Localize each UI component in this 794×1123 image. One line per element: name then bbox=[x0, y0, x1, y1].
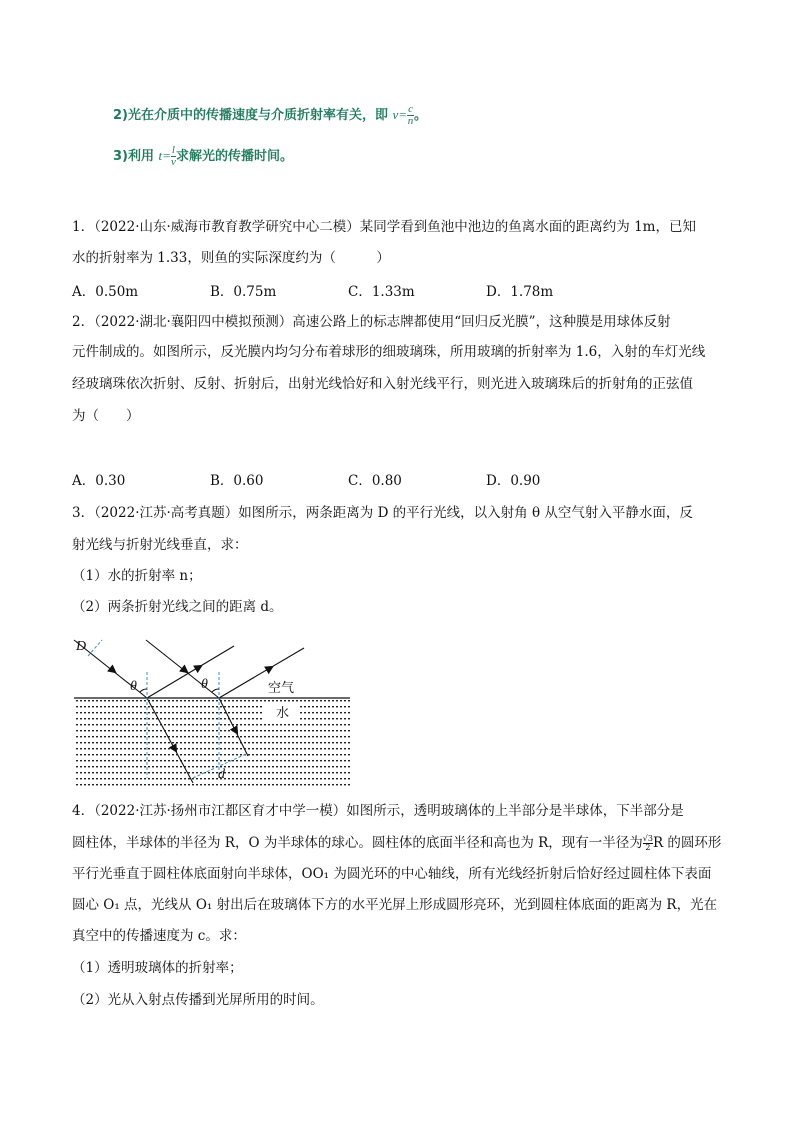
label-water: 水 bbox=[276, 706, 290, 721]
q3-line-2: 射光线与折射光线垂直，求： bbox=[72, 537, 248, 553]
water-region bbox=[74, 700, 350, 786]
angle-arc-2 bbox=[212, 689, 219, 692]
q3-sub-2: （2）两条折射光线之间的距离 d。 bbox=[72, 599, 283, 615]
tip-2-text: 2)光在介质中的传播速度与介质折射率有关，即 bbox=[113, 108, 388, 123]
q4-fraction-numerator: √3 bbox=[642, 834, 653, 843]
q2-line-3: 经玻璃珠依次折射、反射、折射后，出射光线恰好和入射光线平行，则光进入玻璃珠后的折射角的正弦值 bbox=[72, 376, 693, 392]
q2-option-b[interactable]: B．0.60 bbox=[210, 473, 264, 489]
q1-option-c[interactable]: C．1.33m bbox=[348, 284, 415, 300]
tip-2-formula: v= bbox=[392, 107, 408, 122]
tip-3-text: 求解光的传播时间。 bbox=[175, 149, 293, 164]
q3-sub-1: （1）水的折射率 n； bbox=[72, 568, 202, 584]
tip-2-fraction bbox=[407, 104, 414, 127]
tip-3-numerator: l bbox=[171, 144, 175, 156]
reflected-ray-1 bbox=[147, 646, 234, 698]
incident-arrow-1 bbox=[110, 668, 115, 672]
q4-line-4: 圆心 O₁ 点，光线从 O₁ 射出后在玻璃体下方的水平光屏上形成圆形亮环，光到圆柱体底面的距离为 R，光在 bbox=[72, 897, 718, 913]
tip-3-prefix: 3)利用 bbox=[113, 149, 154, 164]
label-d: d bbox=[218, 767, 225, 782]
q4-sub-1: （1）透明玻璃体的折射率； bbox=[72, 960, 243, 976]
q4-line-2-end: R 的圆环形 bbox=[652, 835, 722, 851]
reflected-arrow-1 bbox=[196, 666, 201, 669]
q2-option-d[interactable]: D．0.90 bbox=[486, 473, 541, 489]
label-theta-2: θ bbox=[201, 677, 208, 692]
q2-line-1: 2．（2022·湖北·襄阳四中模拟预测）高速公路上的标志牌都使用“回归反光膜”，这种膜是用球体反射 bbox=[72, 314, 671, 330]
q3-line-1: 3．（2022·江苏·高考真题）如图所示，两条距离为 D 的平行光线，以入射角 θ 从空气射入平静水面，反 bbox=[72, 505, 693, 521]
q2-options bbox=[72, 471, 624, 491]
label-air: 空气 bbox=[268, 681, 295, 696]
angle-arc-1 bbox=[140, 689, 147, 692]
q1-options bbox=[72, 282, 624, 302]
q4-line-2-text: 圆柱体，半球体的半径为 R，O 为半球体的球心。圆柱体的底面半径和高也为 R，现有一半径为 bbox=[72, 835, 643, 851]
tip-2-end: 。 bbox=[413, 108, 427, 123]
q1-option-b[interactable]: B．0.75m bbox=[210, 284, 277, 300]
q2-option-c[interactable]: C．0.80 bbox=[348, 473, 402, 489]
q2-option-a[interactable]: A．0.30 bbox=[72, 473, 126, 489]
tip-2 bbox=[113, 104, 427, 127]
distance-D-line bbox=[88, 640, 102, 656]
q3-figure bbox=[68, 628, 358, 788]
q4-sub-2: （2）光从入射点传播到光屏所用的时间。 bbox=[72, 992, 324, 1008]
reflected-arrow-2 bbox=[267, 667, 272, 670]
q4-fraction bbox=[643, 835, 653, 852]
q1-line-1: 1．（2022·山东·威海市教育教学研究中心二模）某同学看到鱼池中池边的鱼离水面的距离约为 1m，已知 bbox=[72, 219, 696, 235]
q2-line-4: 为（ ） bbox=[72, 408, 140, 424]
tip-3-formula: t= bbox=[158, 148, 171, 163]
q1-option-a[interactable]: A．0.50m bbox=[72, 284, 139, 300]
label-D: D bbox=[76, 639, 87, 654]
q4-line-3: 平行光垂直于圆柱体底面射向半球体，OO₁ 为圆光环的中心轴线，所有光线经折射后恰好经过圆柱体下表面 bbox=[72, 866, 712, 882]
label-theta-1: θ bbox=[130, 679, 137, 694]
q1-option-d[interactable]: D．1.78m bbox=[486, 284, 554, 300]
q1-line-2: 水的折射率为 1.33，则鱼的实际深度约为（ ） bbox=[72, 250, 390, 266]
q4-line-2 bbox=[72, 833, 721, 853]
q4-fraction-denominator: 2 bbox=[645, 843, 651, 852]
tip-2-numerator: c bbox=[408, 103, 413, 115]
incident-arrow-2 bbox=[182, 668, 187, 672]
q2-line-2: 元件制成的。如图所示，反光膜内均匀分布着球形的细玻璃珠，所用玻璃的折射率为 1.6，入射的车灯光线 bbox=[72, 344, 706, 360]
tip-3-denominator: v bbox=[171, 156, 176, 168]
tip-2-denominator: n bbox=[407, 115, 414, 127]
tip-3 bbox=[113, 145, 293, 168]
q4-line-1: 4．（2022·江苏·扬州市江都区育才中学一模）如图所示，透明玻璃体的上半部分是半球体，下半部分是 bbox=[72, 803, 684, 819]
q4-line-5: 真空中的传播速度为 c。求： bbox=[72, 928, 246, 944]
